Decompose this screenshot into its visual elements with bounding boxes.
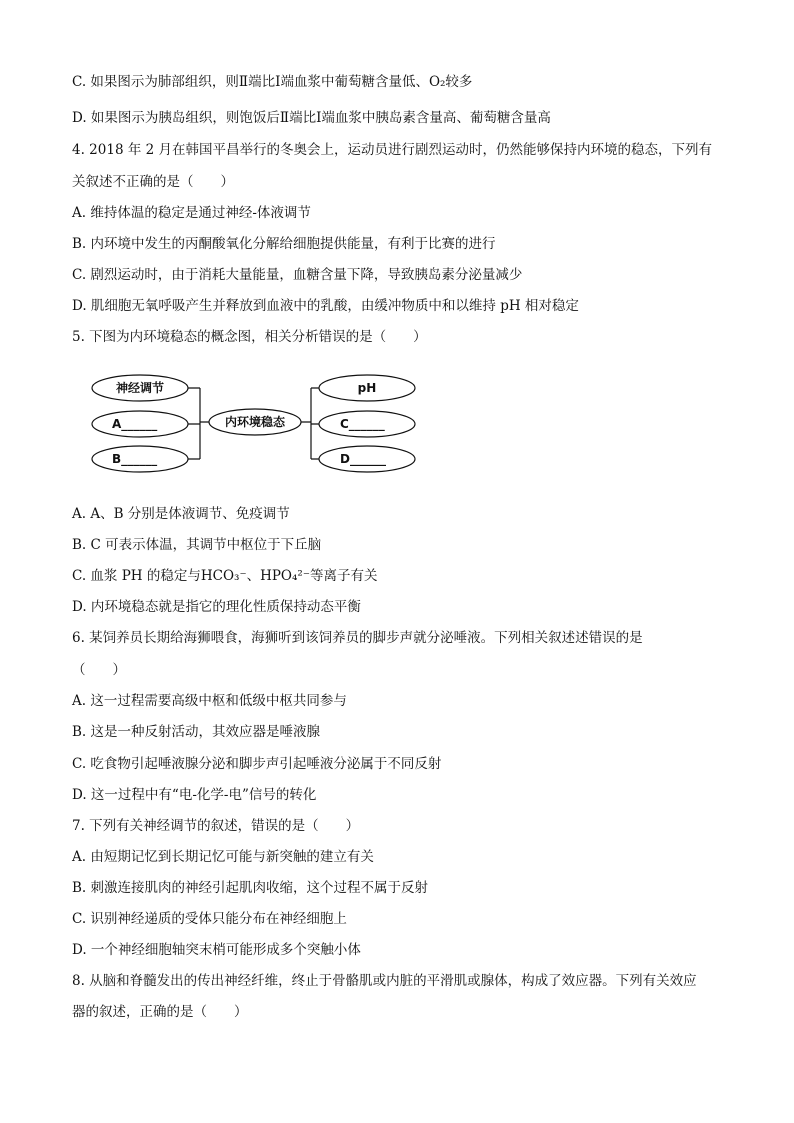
line-d-pancreas: D. 如果图示为胰岛组织，则饱饭后Ⅱ端比Ⅰ端血浆中胰岛素含量高、葡萄糖含量高 xyxy=(72,110,551,126)
right-label-1: pH xyxy=(357,381,377,395)
question-5-option-d: D. 内环境稳态就是指它的理化性质保持动态平衡 xyxy=(72,599,361,615)
question-4-option-b: B. 内环境中发生的丙酮酸氧化分解给细胞提供能量，有利于比赛的进行 xyxy=(72,236,496,252)
question-6-option-a: A. 这一过程需要高级中枢和低级中枢共同参与 xyxy=(72,693,347,709)
question-4-option-d: D. 肌细胞无氧呼吸产生并释放到血液中的乳酸，由缓冲物质中和以维持 pH 相对稳定 xyxy=(72,298,579,314)
question-7-option-c: C. 识别神经递质的受体只能分布在神经细胞上 xyxy=(72,911,347,927)
question-5-option-b: B. C 可表示体温，其调节中枢位于下丘脑 xyxy=(72,537,322,553)
question-4-stem-2: 关叙述不正确的是（ ） xyxy=(72,174,234,190)
left-label-1: 神经调节 xyxy=(115,381,165,395)
question-4-option-c: C. 剧烈运动时，由于消耗大量能量，血糖含量下降，导致胰岛素分泌量减少 xyxy=(72,267,523,283)
question-4-stem-1: 4. 2018 年 2 月在韩国平昌举行的冬奥会上，运动员进行剧烈运动时，仍然能够保持内环境的稳态，下列有 xyxy=(72,142,712,158)
center-label: 内环境稳态 xyxy=(224,415,286,429)
left-label-3: B______ xyxy=(112,452,158,466)
question-6-option-b: B. 这是一种反射活动，其效应器是唾液腺 xyxy=(72,724,321,740)
right-bracket xyxy=(301,388,319,459)
question-8-stem-1: 8. 从脑和脊髓发出的传出神经纤维，终止于骨骼肌或内脏的平滑肌或腺体，构成了效应器。下列有关效应 xyxy=(72,973,697,989)
left-label-2: A______ xyxy=(112,417,158,431)
question-6-stem-1: 6. 某饲养员长期给海狮喂食，海狮听到该饲养员的脚步声就分泌唾液。下列相关叙述述错误的是 xyxy=(72,630,643,646)
question-7-stem: 7. 下列有关神经调节的叙述，错误的是（ ） xyxy=(72,818,360,834)
question-7-option-d: D. 一个神经细胞轴突末梢可能形成多个突触小体 xyxy=(72,942,361,958)
question-7-option-b: B. 刺激连接肌肉的神经引起肌肉收缩，这个过程不属于反射 xyxy=(72,880,429,896)
question-6-option-c: C. 吃食物引起唾液腺分泌和脚步声引起唾液分泌属于不同反射 xyxy=(72,756,442,772)
question-8-stem-2: 器的叙述，正确的是（ ） xyxy=(72,1004,248,1020)
line-c-lung: C. 如果图示为肺部组织，则Ⅱ端比Ⅰ端血浆中葡萄糖含量低、O₂较多 xyxy=(72,74,473,90)
homeostasis-concept-diagram xyxy=(88,368,418,476)
question-6-stem-2: （ ） xyxy=(72,662,126,678)
question-4-option-a: A. 维持体温的稳定是通过神经-体液调节 xyxy=(72,205,311,221)
left-bracket xyxy=(188,388,209,459)
question-6-option-d: D. 这一过程中有“电-化学-电”信号的转化 xyxy=(72,787,317,803)
question-5-option-a: A. A、B 分别是体液调节、免疫调节 xyxy=(72,506,290,522)
question-5-stem: 5. 下图为内环境稳态的概念图，相关分析错误的是（ ） xyxy=(72,329,427,345)
question-7-option-a: A. 由短期记忆到长期记忆可能与新突触的建立有关 xyxy=(72,849,374,865)
question-5-option-c: C. 血浆 PH 的稳定与HCO₃⁻、HPO₄²⁻等离子有关 xyxy=(72,568,378,584)
right-label-2: C______ xyxy=(340,417,385,431)
right-label-3: D______ xyxy=(340,452,386,466)
